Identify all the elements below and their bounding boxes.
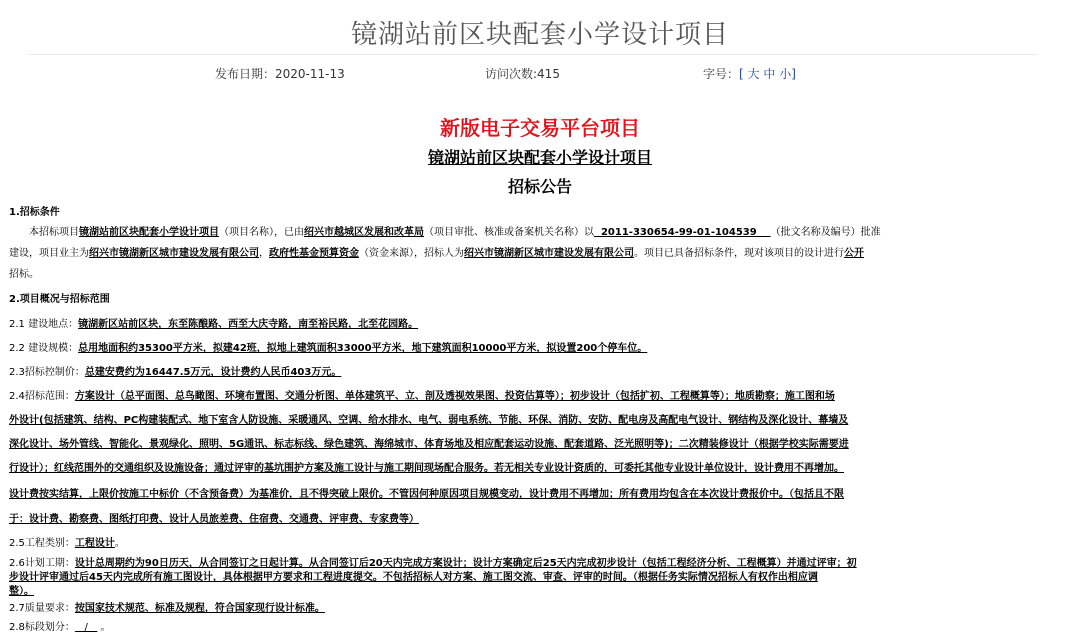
text-run: 本招标项目 xyxy=(29,227,79,238)
item-2-4-line-1 xyxy=(9,390,1071,404)
approval-number: 2011-330654-99-01-104539 xyxy=(594,227,771,238)
item-2-7 xyxy=(9,602,1071,616)
tenderer: 绍兴市镜湖新区城市建设发展有限公司 xyxy=(464,248,634,259)
item-value: 总建安费约为16447.5万元，设计费约人民币403万元。 xyxy=(84,367,342,378)
approval-authority: 绍兴市越城区发展和改革局 xyxy=(304,227,424,238)
item-2-1 xyxy=(9,318,1071,332)
item-label: 2.3招标控制价： xyxy=(9,367,85,378)
item-2-4-line-6: 于：设计费、勘察费、图纸打印费、设计人员旅差费、住宿费、交通费、评审费、专家费等） xyxy=(9,514,419,525)
item-2-8 xyxy=(9,621,1071,635)
item-value: 按国家技术规范、标准及规程，符合国家现行设计标准。 xyxy=(74,603,325,614)
text-run: 。项目已具备招标条件，现对该项目的设计进行 xyxy=(634,248,844,259)
item-2-5 xyxy=(9,537,1071,551)
project-name: 镜湖站前区块配套小学设计项目 xyxy=(79,227,219,238)
item-label: 2.6计划工期： xyxy=(9,558,75,569)
item-label: 2.4招标范围： xyxy=(9,391,75,402)
publish-date: 发布日期：2020-11-13 xyxy=(215,67,345,81)
item-2-4-line-2: 外设计(包括建筑、结构、PC构建装配式、地下室含人防设施、采暖通风、空调、给水排水、电气、弱电系统、节能、环保、消防、安防、配电房及高配电气设计、钢结构及深化设计、幕墙及 xyxy=(9,415,849,426)
item-value: 设计总周期约为90日历天，从合同签订之日起计算。从合同签订后20天内完成方案设计；设计方案确定后25天内完成初步设计（包括工程经济分析、工程概算）并通过评审；初 xyxy=(74,558,857,569)
text-run: （批文名称及编号）批准 xyxy=(770,227,881,238)
item-2-6-line-1 xyxy=(9,557,1071,571)
text-run: （资金来源），招标人为 xyxy=(359,248,464,259)
item-label: 2.8标段划分： xyxy=(9,622,75,633)
item-2-3 xyxy=(9,366,1071,380)
item-label: 2.2 建设规模： xyxy=(9,343,79,354)
item-2-6-line-3: 整）。 xyxy=(9,586,34,597)
item-label: 2.1 建设地点： xyxy=(9,319,79,330)
section-1-line-1 xyxy=(9,226,1080,240)
item-label: 2.7质量要求： xyxy=(9,603,75,614)
heading-project: 镜湖站前区块配套小学设计项目 xyxy=(427,148,652,167)
item-label: 2.5工程类别： xyxy=(9,538,75,549)
text-run: （项目审批、核准或备案机关名称）以 xyxy=(424,227,594,238)
heading-notice: 招标公告 xyxy=(507,177,572,196)
section-2-title: 2.项目概况与招标范围 xyxy=(9,294,110,305)
text-run: （项目名称），已由 xyxy=(219,227,304,238)
item-value: 镜湖新区站前区块，东至陈酿路、西至大庆寺路，南至裕民路，北至花园路。 xyxy=(78,319,419,330)
text-run: 建设，项目业主为 xyxy=(9,248,89,259)
font-size-label: 字号： xyxy=(703,67,740,81)
bracket-close: ] xyxy=(791,67,796,81)
bracket-open: [ xyxy=(739,67,744,81)
fund-source: 政府性基金预算资金 xyxy=(269,248,359,259)
font-small-link[interactable]: 小 xyxy=(779,67,792,81)
section-1-line-3: 招标。 xyxy=(9,269,39,280)
font-medium-link[interactable]: 中 xyxy=(763,67,776,81)
font-size-control xyxy=(703,65,796,82)
item-2-6-line-2: 步设计评审通过后45天内完成所有施工图设计，具体根据甲方要求和工程进度提交。不包括招标人对方案、施工图交流、审查、评审的时间。（根据任务实际情况招标人有权作出相应调 xyxy=(9,572,818,583)
item-value: / xyxy=(74,622,98,633)
font-large-link[interactable]: 大 xyxy=(747,67,760,81)
section-1-title: 1.招标条件 xyxy=(9,207,60,218)
tender-method: 公开 xyxy=(844,248,864,259)
item-2-2 xyxy=(9,342,1071,356)
text-run: 。 xyxy=(97,622,111,633)
item-value: 总用地面积约35300平方米，拟建42班，拟地上建筑面积33000平方米，地下建筑面积10000平方米，拟设置200个停车位。 xyxy=(78,343,648,354)
item-2-4-line-3: 深化设计、场外管线、智能化、景观绿化、照明、5G通讯、标志标线、绿色建筑、海绵城市、体育场地及相应配套运动设施、配套道路、泛光照明等)；二次精装修设计（根据学校实际需要进 xyxy=(9,439,849,450)
title-divider xyxy=(28,54,1038,55)
text-run: 。 xyxy=(114,538,125,549)
project-owner: 绍兴市镜湖新区城市建设发展有限公司 xyxy=(89,248,259,259)
page-title: 镜湖站前区块配套小学设计项目 xyxy=(350,20,729,50)
item-value: 方案设计（总平面图、总鸟瞰图、环境布置图、交通分析图、单体建筑平、立、剖及透视效果图、投资估算等）；初步设计（包括扩初、工程概算等）；地质勘察；施工图和场 xyxy=(74,391,835,402)
section-1-line-2 xyxy=(9,247,1071,261)
item-value: 工程设计 xyxy=(74,538,115,549)
visit-count: 访问次数:415 xyxy=(485,67,560,81)
item-2-4-line-4: 行设计）；红线范围外的交通组织及设施设备；通过评审的基坑围护方案及施工设计与施工期间现场配合服务。若无相关专业设计资质的，可委托其他专业设计单位设计，设计费用不再增加。 xyxy=(9,463,844,474)
item-2-4-line-5: 设计费按实结算，上限价按施工中标价（不含预备费）为基准价，且不得突破上限价。不管因何种原因项目规模变动，设计费用不再增加；所有费用均包含在本次设计费报价中。（包括且不限 xyxy=(9,489,844,500)
text-run: ， xyxy=(259,248,269,259)
heading-platform: 新版电子交易平台项目 xyxy=(440,116,640,140)
